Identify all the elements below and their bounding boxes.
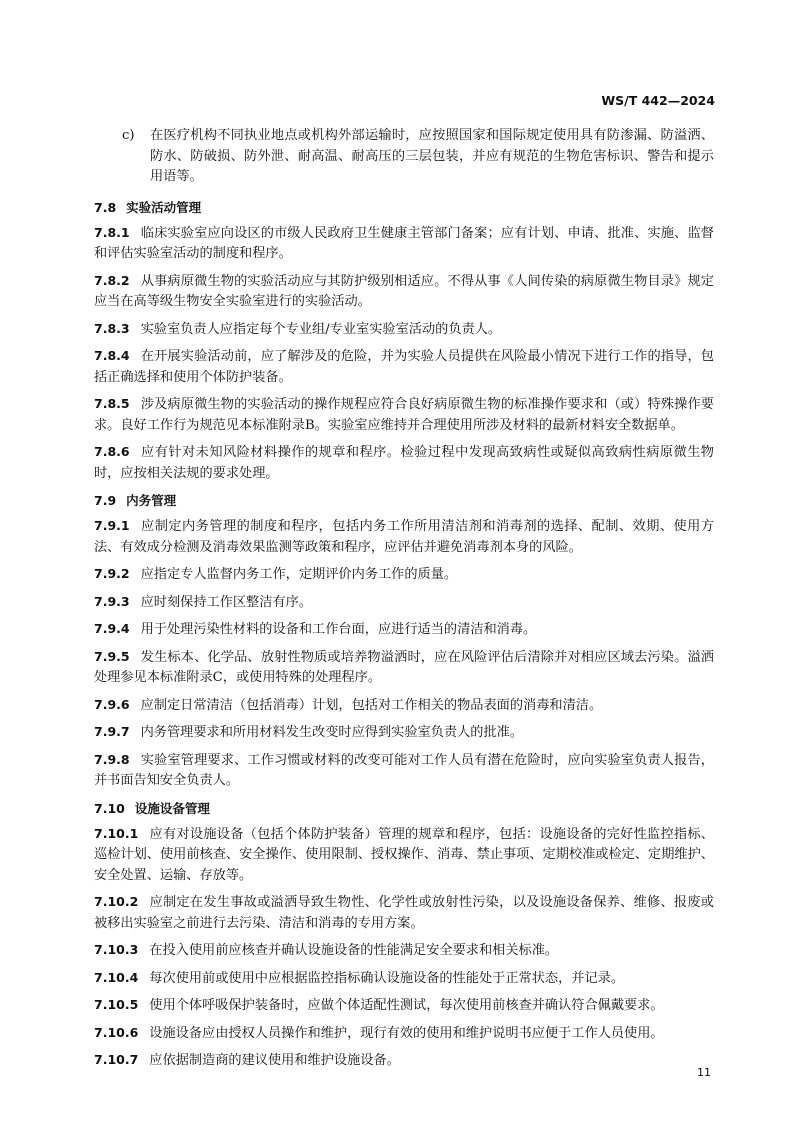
list-item-c [94, 126, 714, 188]
standard-code: WS/T 442—2024 [601, 93, 715, 108]
clause-number: 7.9.6 [94, 696, 130, 712]
clause-text: 应制定内务管理的制度和程序，包括内务工作所用清洁剂和消毒剂的选择、配制、效期、使用方法、有效成分检测及消毒效果监测等政策和程序，应评估并避免消毒剂本身的风险。 [94, 519, 714, 555]
clause-number: 7.10.5 [94, 997, 139, 1012]
clause-number: 7.8.5 [94, 396, 130, 411]
clause-number: 7.9.2 [94, 566, 130, 581]
clause-paragraph [94, 995, 714, 1017]
clause-number: 7.8.3 [94, 320, 130, 336]
sections-container [94, 197, 714, 1072]
clause-number: 7.8.1 [94, 224, 130, 240]
clause-text: 实验室管理要求、工作习惯或材料的改变可能对工作人员有潜在危险时，应向实验室负责人报告，并书面告知安全负责人。 [94, 752, 714, 788]
clause-paragraph [94, 647, 714, 689]
list-item-text: 在医疗机构不同执业地点或机构外部运输时，应按照国家和国际规定使用具有防渗漏、防溢洒、防水、防破损、防外泄、耐高温、耐高压的三层包装，并应有规范的生物危害标识、警告和提示用语等。 [150, 128, 714, 184]
clause-number: 7.8.4 [94, 348, 130, 363]
clause-paragraph [94, 695, 714, 717]
clause-text: 在开展实验活动前，应了解涉及的危险，并为实验人员提供在风险最小情况下进行工作的指导，包括正确选择和使用个体防护装备。 [94, 349, 714, 385]
clause-paragraph [94, 394, 714, 436]
clause-text: 应依据制造商的建议使用和维护设施设备。 [149, 1053, 400, 1068]
clause-text: 使用个体呼吸保护装备时，应做个体适配性测试，每次使用前核查并确认符合佩戴要求。 [149, 998, 664, 1013]
clause-paragraph [94, 722, 714, 744]
clause-number: 7.9.8 [94, 751, 130, 767]
section-title: 内务管理 [126, 493, 177, 508]
clause-number: 7.10.6 [94, 1024, 139, 1040]
clause-number: 7.8.2 [94, 272, 130, 288]
clause-paragraph [94, 1023, 714, 1045]
section-heading [94, 798, 714, 820]
clause-number: 7.8.6 [94, 444, 130, 459]
clause-text: 在投入使用前应核查并确认设施设备的性能满足安全要求和相关标准。 [149, 943, 559, 958]
clause-number: 7.10.1 [94, 825, 139, 841]
clause-text: 设施设备应由授权人员操作和维护，现行有效的使用和维护说明书应便于工作人员使用。 [149, 1025, 664, 1041]
clause-text: 从事病原微生物的实验活动应与其防护级别相适应。不得从事《人间传染的病原微生物目录》规定应当在高等级生物安全实验室进行的实验活动。 [94, 273, 714, 309]
clause-text: 涉及病原微生物的实验活动的操作规程应符合良好病原微生物的标准操作要求和（或）特殊操作要求。良好工作行为规范见本标准附录B。实验室应维持并合理使用所涉及材料的最新材料安全数据单。 [94, 397, 714, 433]
clause-paragraph [94, 516, 714, 558]
clause-paragraph [94, 442, 714, 484]
clause-text: 用于处理污染性材料的设备和工作台面，应进行适当的清洁和消毒。 [140, 622, 537, 637]
clause-number: 7.9.5 [94, 648, 130, 664]
clause-number: 7.9.1 [94, 518, 130, 533]
clause-paragraph [94, 1050, 714, 1072]
section-number: 7.9 [94, 493, 117, 508]
section-heading [94, 197, 714, 219]
page-number: 11 [697, 1066, 711, 1079]
clause-text: 应有对设施设备（包括个体防护装备）管理的规章和程序，包括：设施设备的完好性监控指标、巡检计划、使用前核查、安全操作、使用限制、授权操作、消毒、禁止事项、定期校准或检定、定期维护、安全处置、运输、存放等。 [94, 826, 714, 883]
clause-text: 内务管理要求和所用材料发生改变时应得到实验室负责人的批准。 [140, 725, 524, 740]
clause-paragraph [94, 619, 714, 641]
clause-text: 实验室负责人应指定每个专业组/专业室实验室活动的负责人。 [140, 321, 502, 337]
document-body [94, 126, 714, 1078]
clause-paragraph [94, 940, 714, 962]
clause-text: 应有针对未知风险材料操作的规章和程序。检验过程中发现高致病性或疑似高致病性病原微生物时，应按相关法规的要求处理。 [94, 445, 714, 481]
clause-text: 应指定专人监督内务工作，定期评价内务工作的质量。 [140, 567, 458, 582]
clause-paragraph [94, 271, 714, 313]
clause-paragraph [94, 564, 714, 586]
clause-text: 临床实验室应向设区的市级人民政府卫生健康主管部门备案；应有计划、申请、批准、实施、监督和评估实验室活动的制度和程序。 [94, 225, 714, 261]
clause-number: 7.9.4 [94, 621, 130, 636]
clause-number: 7.10.2 [94, 894, 139, 909]
clause-paragraph [94, 346, 714, 388]
clause-paragraph [94, 750, 714, 792]
clause-text: 发生标本、化学品、放射性物质或培养物溢洒时，应在风险评估后清除并对相应区域去污染。溢洒处理参见本标准附录C，或使用特殊的处理程序。 [94, 649, 714, 685]
clause-paragraph [94, 968, 714, 990]
section-number: 7.10 [94, 800, 125, 816]
clause-paragraph [94, 223, 714, 265]
section-number: 7.8 [94, 199, 117, 215]
list-item-marker: c) [122, 128, 135, 143]
section-heading [94, 490, 714, 512]
clause-paragraph [94, 319, 714, 341]
clause-paragraph [94, 824, 714, 887]
clause-number: 7.10.4 [94, 969, 139, 985]
clause-number: 7.9.3 [94, 593, 130, 609]
clause-text: 应制定日常清洁（包括消毒）计划，包括对工作相关的物品表面的消毒和清洁。 [140, 697, 603, 713]
clause-number: 7.10.7 [94, 1052, 139, 1067]
clause-number: 7.9.7 [94, 724, 130, 739]
clause-text: 每次使用前或使用中应根据监控指标确认设施设备的性能处于正常状态，并记录。 [149, 970, 625, 986]
section-title: 设施设备管理 [134, 800, 210, 816]
section-title: 实验活动管理 [126, 199, 202, 215]
clause-number: 7.10.3 [94, 942, 139, 957]
clause-text: 应制定在发生事故或溢洒导致生物性、化学性或放射性污染，以及设施设备保养、维修、报废或被移出实验室之前进行去污染、清洁和消毒的专用方案。 [94, 895, 714, 931]
clause-text: 应时刻保持工作区整洁有序。 [140, 594, 313, 610]
clause-paragraph [94, 592, 714, 614]
clause-paragraph [94, 892, 714, 934]
